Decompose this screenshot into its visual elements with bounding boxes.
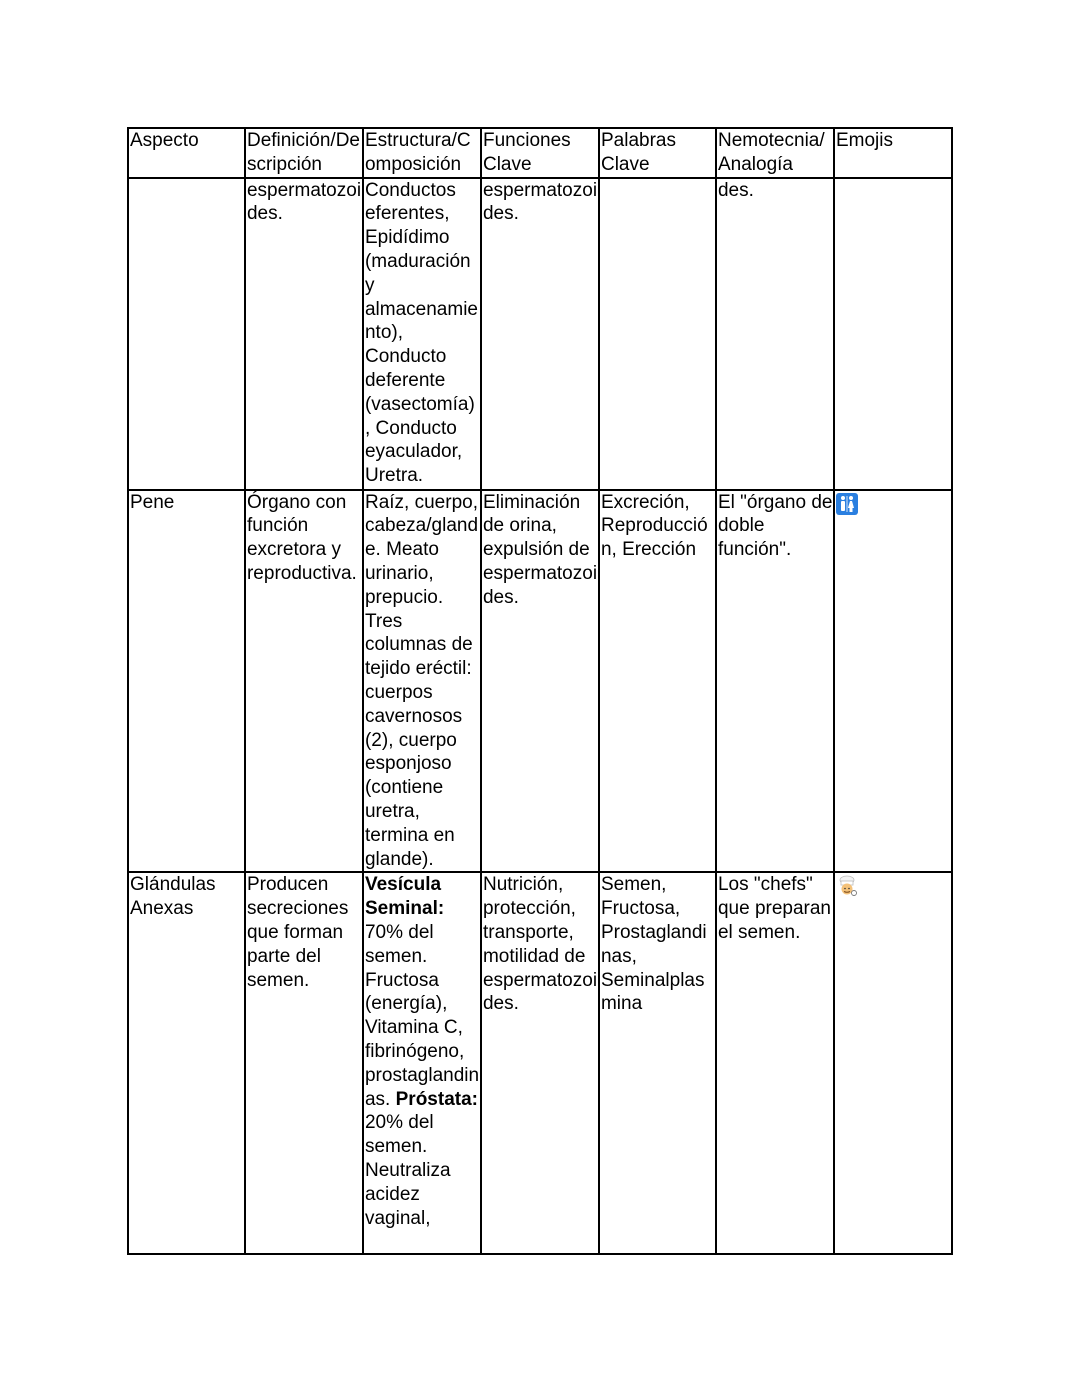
header-aspecto: Aspecto	[128, 128, 245, 178]
header-emojis: Emojis	[834, 128, 952, 178]
cell-nemotecnia: El "órgano de doble función".	[716, 490, 834, 873]
vesicula-label: Vesícula Seminal:	[364, 874, 445, 920]
cell-definicion: Producen secreciones que forman parte del semen.	[245, 872, 363, 1254]
cell-emoji	[834, 872, 952, 1254]
cell-palabras: Semen, Fructosa, Prostaglandinas, Seminalplasmina	[599, 872, 716, 1254]
cell-aspecto: Glándulas Anexas	[128, 872, 245, 1254]
prostata-label: Próstata:	[395, 1088, 478, 1110]
header-palabras: Palabras Clave	[599, 128, 716, 178]
prostata-text: 20% del semen. Neutraliza acidez vaginal,	[364, 1112, 451, 1229]
cell-emoji	[834, 490, 952, 873]
cell-aspecto	[128, 178, 245, 490]
cell-funciones: espermatozoides.	[481, 178, 599, 490]
header-definicion: Definición/Descripción	[245, 128, 363, 178]
cell-funciones: Eliminación de orina, expulsión de espermatozoides.	[481, 490, 599, 873]
restroom-icon	[836, 493, 858, 515]
table-row	[128, 872, 952, 1254]
chef-icon	[836, 875, 858, 897]
cell-estructura	[363, 872, 481, 1254]
cell-nemotecnia: Los "chefs" que preparan el semen.	[716, 872, 834, 1254]
cell-estructura: Conductos eferentes, Epidídimo (maduración y almacenamiento), Conducto deferente (vasectomía), Conducto eyaculador, Uretra.	[363, 178, 481, 490]
table-row	[128, 490, 952, 873]
cell-palabras	[599, 178, 716, 490]
header-funciones: Funciones Clave	[481, 128, 599, 178]
header-nemotecnia: Nemotecnia/ Analogía	[716, 128, 834, 178]
vesicula-text: 70% del semen. Fructosa (energía), Vitamina C, fibrinógeno, prostaglandinas.	[364, 921, 480, 1110]
cell-estructura: Raíz, cuerpo, cabeza/glande. Meato urinario, prepucio. Tres columnas de tejido eréctil: cuerpos cavernosos (2), cuerpo esponjoso (contiene uretra, termina en glande).	[363, 490, 481, 873]
cell-palabras: Excreción, Reproducción, Erección	[599, 490, 716, 873]
cell-definicion: Órgano con función excretora y reproductiva.	[245, 490, 363, 873]
table-header-row	[128, 128, 952, 178]
cell-funciones: Nutrición, protección, transporte, motilidad de espermatozoides.	[481, 872, 599, 1254]
summary-table	[127, 127, 953, 1255]
cell-emoji	[834, 178, 952, 490]
cell-definicion: espermatozoides.	[245, 178, 363, 490]
table-row	[128, 178, 952, 490]
cell-nemotecnia: des.	[716, 178, 834, 490]
cell-aspecto: Pene	[128, 490, 245, 873]
header-estructura: Estructura/Composición	[363, 128, 481, 178]
